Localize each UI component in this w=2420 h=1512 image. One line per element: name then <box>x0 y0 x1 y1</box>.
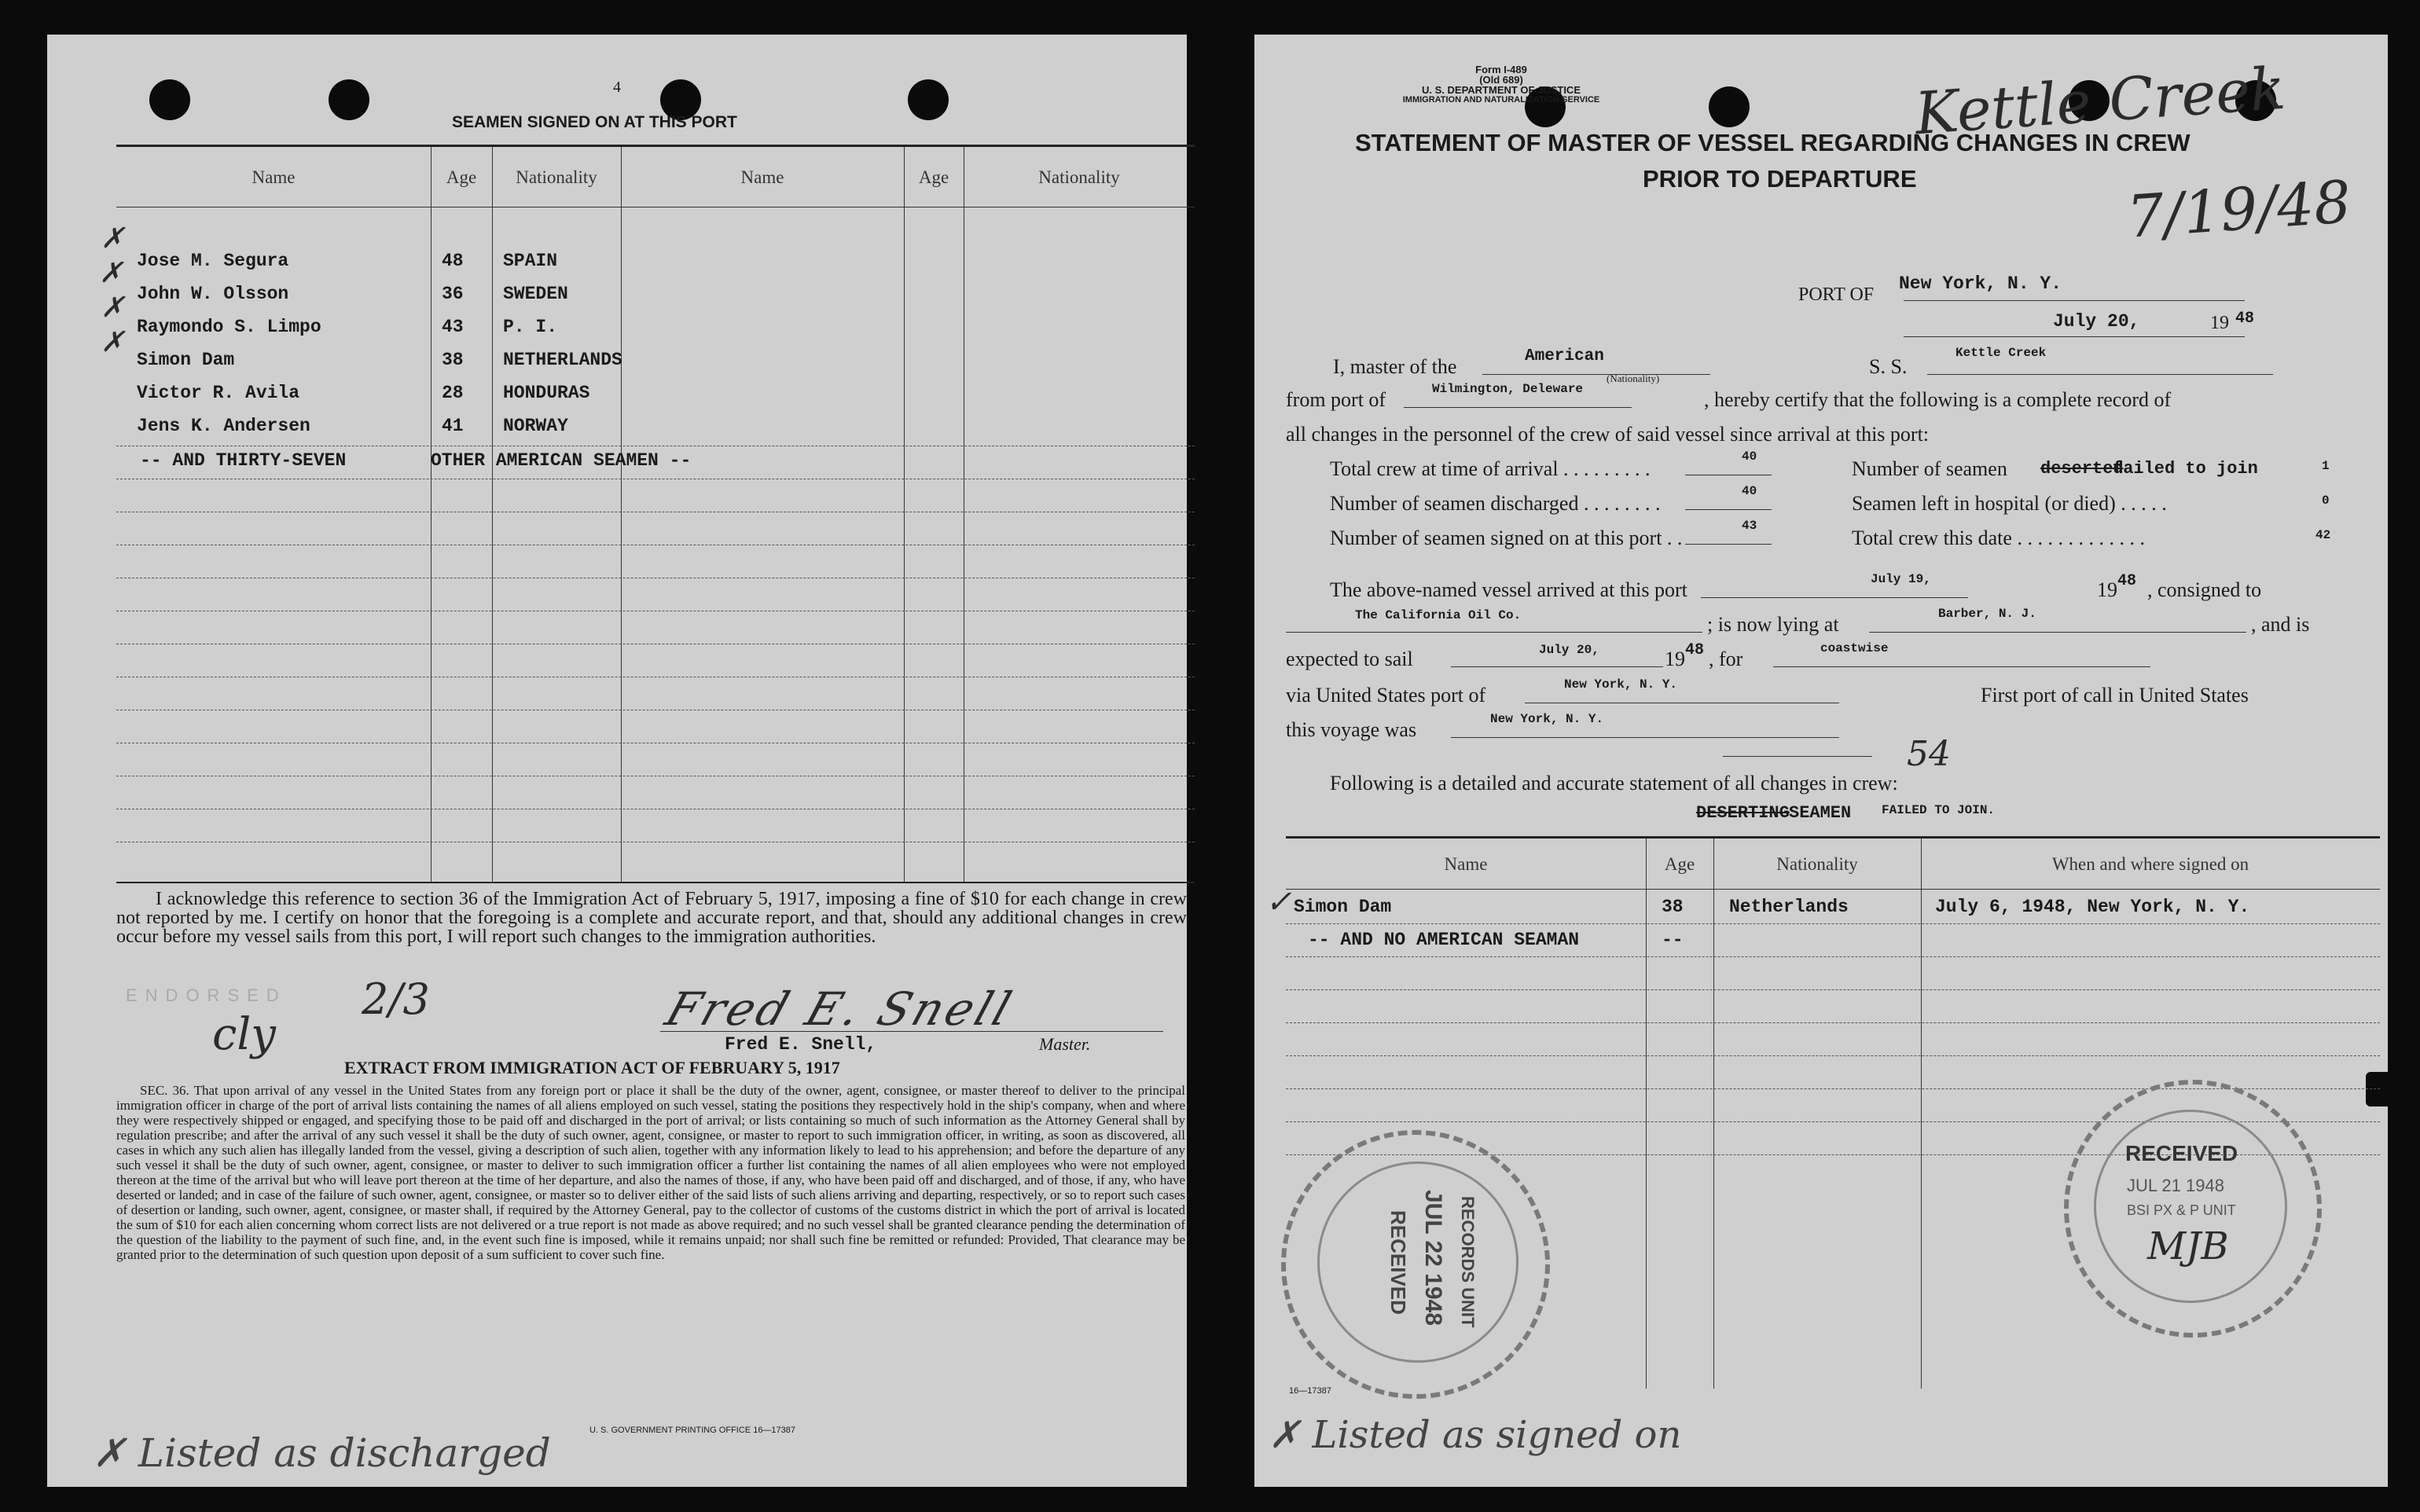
nationality-value: American <box>1525 347 1604 365</box>
crew-name: Raymondo S. Limpo <box>137 317 321 337</box>
via-port-value: New York, N. Y. <box>1564 677 1678 692</box>
crew-nationality: NORWAY <box>503 416 568 436</box>
arrived-date: July 19, <box>1871 572 1931 586</box>
check-mark: ✗ <box>99 257 123 289</box>
col-header-age-2: Age <box>918 167 949 187</box>
col-header-name: Name <box>252 167 296 187</box>
destination-value: coastwise <box>1820 641 1889 655</box>
change-signed-on: July 6, 1948, New York, N. Y. <box>1935 897 2250 917</box>
form-title: STATEMENT OF MASTER OF VESSEL REGARDING CHANGES IN CREW <box>1355 129 2190 156</box>
port-label: PORT OF <box>1798 284 1875 305</box>
crew-name: Simon Dam <box>137 350 235 370</box>
section-36-text: SEC. 36. That upon arrival of any vessel in the United States from any foreign port or place it shall be the duty of the owner, agent, consignee, or master thereof to deliver to the principal immigration officer in charge of the port of arrival lists containing the names of all aliens employed on such vessel, stating the positions they respectively hold in the ship's company, when and where they were respectively shipped or engaged, and specifying those to be paid off and discharged in the port of arrival; or lists containing so much of such information as the Attorney General shall by regulation prescribe; and after the arrival of any such vessel it shall be the duty of such owner, agent, consignee, or master to report to such immigration officer, in writing, as soon as discovered, all cases in which any such alien has illegally landed from the vessel, giving a description of such alien, together with any information likely to lead to his apprehension; and before the departure of any such vessel it shall be the duty of such owner, agent, consignee, or master to deliver to such immigration officer a further list containing the names of all alien employees who were not employed thereon at the time of the arrival but who will leave port thereon at the time of her departure, and also the names of those, if any, who have been paid off and discharged, and of those, if any, who have deserted or landed; and in case of the failure of such owner, agent, consignee, or master so to deliver either of the said lists of such aliens arriving and departing, respectively, or so to report such cases of desertion or landing, such owner, agent, consignee, or master shall, if required by the Attorney General, pay to the collector of customs of the customs district in which the port of arrival is located the sum of $10 for each alien concerning whom correct lists are not delivered or a true report is not made as above required; and no such vessel shall be granted clearance pending the determination of the question of the liability to the payment of such fine, and, in the event such fine is imposed, while it remains unpaid; nor shall such fine be remitted or refunded: Provided, That clearance may be granted prior to the determination of such question upon deposit of a sum sufficient to cover such fine. <box>116 1083 1185 1262</box>
total-crew-date: 42 <box>2315 528 2331 542</box>
change-nationality: Netherlands <box>1729 897 1849 917</box>
master-signature: Fred E. Snell <box>659 982 1021 1036</box>
punch-hole <box>1709 86 1750 127</box>
seamen-failed-to-join: 1 <box>2322 459 2330 473</box>
crew-age: 38 <box>442 350 464 370</box>
seamen-signed-on: 43 <box>1742 519 1757 533</box>
crew-nationality: NETHERLANDS <box>503 350 622 370</box>
crew-nationality: P. I. <box>503 317 558 337</box>
crew-name: Jose M. Segura <box>137 251 289 271</box>
acknowledgment-text: I acknowledge this reference to section 36 of the Immigration Act of February 5, 1917, imposing a fine of $10 for each change in crew not reported by me. I certify on honor that the foregoing is a complete and accurate report, and that, should any additional changes in crew occur before my vessel sails from this port, I will report such changes to the immigration authorities. <box>116 889 1187 947</box>
from-port-value: Wilmington, Deleware <box>1432 382 1584 396</box>
master-name: Fred E. Snell, <box>725 1034 877 1055</box>
col-header-nationality: Nationality <box>516 167 597 187</box>
change-age: 38 <box>1662 897 1684 917</box>
check-mark: ✓ <box>1265 884 1292 920</box>
date-value: July 20, <box>2053 311 2140 332</box>
crew-age: 43 <box>442 317 464 337</box>
master-label: Master. <box>1039 1034 1091 1054</box>
change-name: -- AND NO AMERICAN SEAMAN <box>1308 930 1580 950</box>
received-stamp-left: RECORDS UNIT JUL 22 1948 RECEIVED <box>1281 1130 1550 1399</box>
date-year: 48 <box>2235 310 2255 328</box>
punch-hole <box>149 79 190 120</box>
printing-office: U. S. GOVERNMENT PRINTING OFFICE 16—17387 <box>589 1426 796 1435</box>
summary-right: OTHER AMERICAN SEAMEN -- <box>431 450 692 471</box>
voyage-port-value: New York, N. Y. <box>1490 712 1604 726</box>
form-header: Form I-489 (Old 689) U. S. DEPARTMENT OF JUSTICE IMMIGRATION AND NATURALIZATION SERVICE <box>1402 64 1600 105</box>
received-stamp-right: RECEIVED JUL 21 1948 BSI PX & P UNIT MJB <box>2064 1080 2322 1338</box>
check-mark: ✗ <box>101 326 125 358</box>
crew-nationality: SPAIN <box>503 251 558 271</box>
handwritten-date: 7/19/48 <box>2124 168 2353 251</box>
handwritten-number: 54 <box>1907 734 1951 774</box>
handwritten-note: ✗ Listed as signed on <box>1269 1413 1682 1457</box>
right-page: Form I-489 (Old 689) U. S. DEPARTMENT OF JUSTICE IMMIGRATION AND NATURALIZATION SERVICE Kettle Creek 7/19/48 STATEMENT OF MASTER OF VESSEL REGARDING CHANGES IN CREW PRIOR TO DEPARTURE PORT OF New York, N. Y. July 20, 19 48 I, master of the American (Nationality) S. S. Kettle Creek from port of Wilmington, Deleware , hereby certify that the following is a complete record of all changes in the personnel of the crew of said vessel since arrival at this port: Total crew at time of arrival . . . . . . . . . 40 Number of seamen discharged . . . . . . . . 40 Number of seamen signed on at this port . . 43 Number of seamen deserted failed to join 1 Seamen left in hospital (or died) . . . . . 0 Total crew this date . . . . . . . . . . . . . 42 The above-named vessel arrived at this port July 19, 19 48 , consigned to The California Oil Co. ; is now lying at Barber, N. J. , and is expected to sail July 20, 19 48 , for coastwise via United States port of New York, N. Y. First port of call in United States this voyage was New York, N. Y. 54 Following is a detailed and accurate statement of all changes in crew: DESERTING SEAMEN FAILED TO JOIN. Name Age Nationality When and where signed on ✓ Simon Dam 38 Netherlands July 6, 1948, New York, N. Y. -- AND NO AMERICAN SEAMAN -- RECORDS UNIT JUL 22 1948 RECEIVED RECEIVED JUL 21 1948 BSI PX & P UNIT MJB 16—17387 ✗ Listed as signed on <box>1254 35 2388 1487</box>
crew-age: 41 <box>442 416 464 436</box>
handwritten-note: ✗ Listed as discharged <box>93 1430 551 1476</box>
crew-name: John W. Olsson <box>137 284 289 304</box>
form-subtitle: PRIOR TO DEPARTURE <box>1643 165 1917 193</box>
endorsed-initials: cly <box>212 1009 276 1060</box>
col-header-signed-on: When and where signed on <box>2051 854 2249 874</box>
total-crew-arrival: 40 <box>1742 450 1757 464</box>
sail-date: July 20, <box>1539 643 1599 657</box>
crew-table <box>99 145 1195 883</box>
consignee-value: The California Oil Co. <box>1355 608 1522 622</box>
crew-name: Victor R. Avila <box>137 383 300 403</box>
col-header-age: Age <box>1664 854 1695 874</box>
port-value: New York, N. Y. <box>1899 273 2062 294</box>
crew-name: Jens K. Andersen <box>137 416 310 436</box>
endorsed-stamp: ENDORSED <box>126 985 287 1005</box>
crew-age: 48 <box>442 251 464 271</box>
extract-title: EXTRACT FROM IMMIGRATION ACT OF FEBRUARY 5, 1917 <box>344 1058 840 1077</box>
endorsed-date: 2/3 <box>362 974 430 1024</box>
change-name: Simon Dam <box>1294 897 1392 917</box>
check-mark: ✗ <box>101 292 125 324</box>
col-header-nationality: Nationality <box>1776 854 1858 874</box>
page-number: 4 <box>613 79 621 96</box>
crew-age: 28 <box>442 383 464 403</box>
col-header-name: Name <box>1444 854 1488 874</box>
handwritten-ship: Kettle Creek <box>1912 54 2288 149</box>
punch-hole <box>329 79 369 120</box>
crew-age: 36 <box>442 284 464 304</box>
left-page <box>47 35 1187 1487</box>
form-number: 16—17387 <box>1289 1386 1331 1396</box>
section-title: SEAMEN SIGNED ON AT THIS PORT <box>452 113 737 131</box>
seamen-in-hospital: 0 <box>2322 494 2330 508</box>
check-mark: ✗ <box>101 222 125 255</box>
crew-nationality: SWEDEN <box>503 284 568 304</box>
section-typed: FAILED TO JOIN. <box>1882 803 1996 817</box>
summary-left: -- AND THIRTY-SEVEN <box>140 450 347 471</box>
col-header-nationality-2: Nationality <box>1038 167 1120 187</box>
lying-at-value: Barber, N. J. <box>1938 607 2036 621</box>
col-header-name-2: Name <box>740 167 784 187</box>
ship-name: Kettle Creek <box>1955 346 2047 360</box>
punch-hole <box>908 79 949 120</box>
col-header-age: Age <box>446 167 477 187</box>
crew-nationality: HONDURAS <box>503 383 590 403</box>
change-age: -- <box>1662 930 1684 950</box>
seamen-discharged: 40 <box>1742 484 1757 498</box>
